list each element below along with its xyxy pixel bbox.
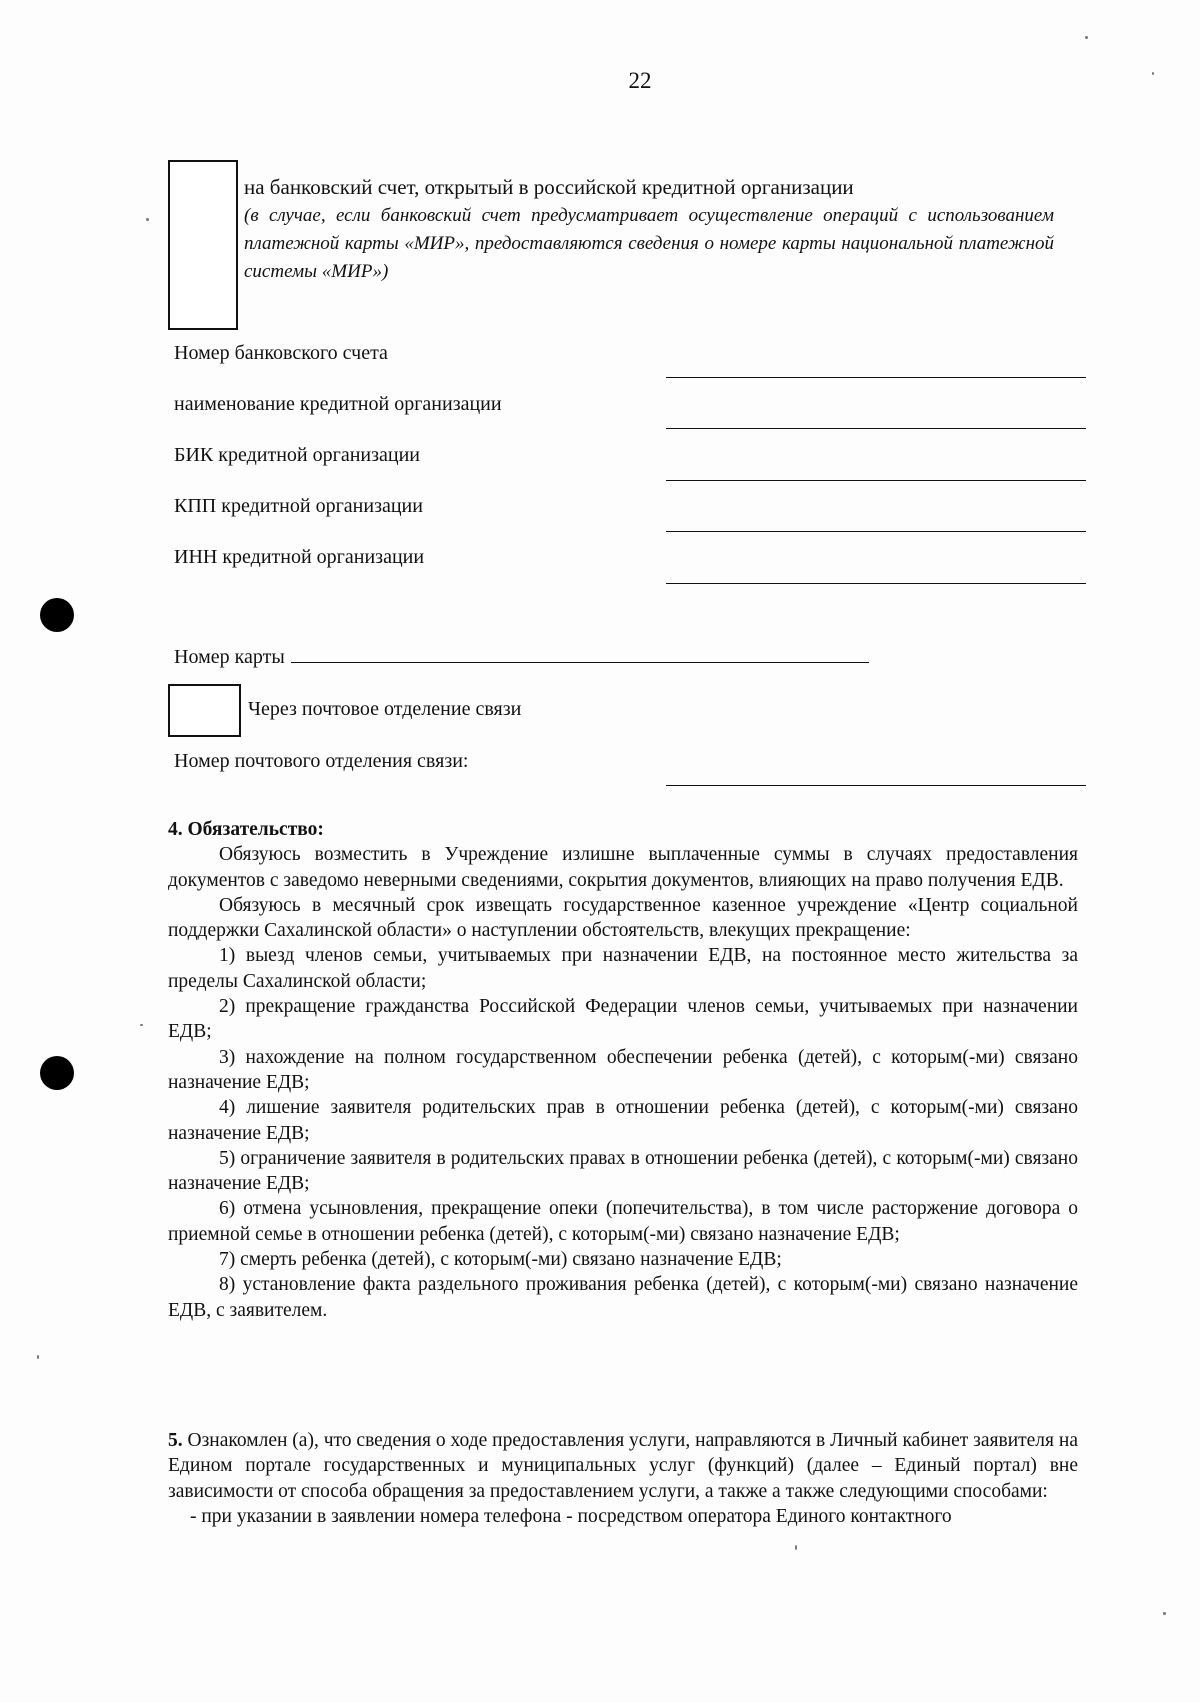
post-office-option-label: Через почтовое отделение связи bbox=[248, 698, 522, 720]
termination-item: 1) выезд членов семьи, учитываемых при назначении ЕДВ, на постоянное место жительства за пределы Сахалинской области; bbox=[168, 945, 1078, 992]
scan-speck bbox=[1163, 1612, 1166, 1615]
obligation-paragraph-1: Обязуюсь возместить в Учреждение излишне выплаченные суммы в случаях предоставления документов с заведомо неверными сведениями, сокрытия документов, влияющих на право получения ЕДВ. bbox=[168, 844, 1078, 891]
page-number: 22 bbox=[628, 68, 652, 93]
section-5-number: 5. bbox=[168, 1430, 183, 1451]
termination-item: 8) установление факта раздельного проживания ребенка (детей), с которым(-ми) связано назначение ЕДВ, с заявителем. bbox=[168, 1274, 1078, 1321]
punch-hole bbox=[40, 598, 74, 632]
credit-org-name-label: наименование кредитной организации bbox=[174, 393, 502, 415]
termination-item: 5) ограничение заявителя в родительских правах в отношении ребенка (детей), с которым(-ми) связано назначение ЕДВ; bbox=[168, 1147, 1078, 1195]
bank-account-number-label: Номер банковского счета bbox=[174, 342, 388, 364]
scan-speck bbox=[140, 1024, 143, 1026]
card-number-label: Номер карты bbox=[174, 646, 285, 668]
scan-speck bbox=[795, 1545, 797, 1550]
post-office-number-field[interactable] bbox=[666, 785, 1086, 786]
bik-label: БИК кредитной организации bbox=[174, 444, 420, 466]
section-5-text: Ознакомлен (а), что сведения о ходе предоставления услуги, направляются в Личный кабинет заявителя на Едином портале государственных и муниципальных услуг (функций) (далее – Единый портал) вне зависимости от способа обращения за предоставлением услуги, а также а также следующими способами: bbox=[168, 1430, 1078, 1502]
kpp-label: КПП кредитной организации bbox=[174, 495, 423, 517]
credit-org-name-field[interactable] bbox=[666, 428, 1086, 429]
scan-speck bbox=[1152, 72, 1154, 75]
scan-speck bbox=[146, 218, 149, 221]
section-4-title: 4. Обязательство: bbox=[168, 819, 324, 840]
card-number-row bbox=[174, 646, 869, 669]
card-number-field[interactable] bbox=[291, 662, 869, 663]
notification-method-item: - при указании в заявлении номера телефона - посредством оператора Единого контактного bbox=[190, 1505, 952, 1527]
post-office-number-label: Номер почтового отделения связи: bbox=[174, 750, 469, 772]
post-office-checkbox[interactable] bbox=[168, 684, 241, 737]
bank-account-checkbox[interactable] bbox=[168, 160, 238, 330]
scan-speck bbox=[1085, 36, 1088, 39]
termination-item: 7) смерть ребенка (детей), с которым(-ми) связано назначение ЕДВ; bbox=[219, 1249, 782, 1271]
inn-label: ИНН кредитной организации bbox=[174, 546, 425, 568]
bank-option-heading: на банковский счет, открытый в российской кредитной организации bbox=[244, 175, 854, 199]
obligation-paragraph-2: Обязуюсь в месячный срок извещать государственное казенное учреждение «Центр социальной поддержки Сахалинской области» о наступлении обстоятельств, влекущих прекращение: bbox=[168, 894, 1078, 942]
section-5 bbox=[168, 1428, 1078, 1529]
termination-item: 4) лишение заявителя родительских прав в отношении ребенка (детей), с которым(-ми) связано назначение ЕДВ; bbox=[168, 1097, 1078, 1144]
bank-option-note: (в случае, если банковский счет предусматривает осуществление операций с использованием платежной карты «МИР», предоставляются сведения о номере карты национальной платежной системы «МИР») bbox=[244, 205, 1054, 282]
section-4 bbox=[168, 817, 1078, 1323]
bik-field[interactable] bbox=[666, 480, 1086, 481]
termination-item: 2) прекращение гражданства Российской Федерации членов семьи, учитываемых при назначении ЕДВ; bbox=[168, 996, 1078, 1043]
termination-item: 6) отмена усыновления, прекращение опеки (попечительства), в том числе расторжение договора о приемной семье в отношении ребенка (детей), с которым(-ми) связано назначение ЕДВ; bbox=[168, 1198, 1078, 1245]
punch-hole bbox=[40, 1056, 74, 1090]
termination-item: 3) нахождение на полном государственном обеспечении ребенка (детей), с которым(-ми) связано назначение ЕДВ; bbox=[168, 1046, 1078, 1093]
bank-option-description bbox=[244, 172, 1054, 286]
kpp-field[interactable] bbox=[666, 531, 1086, 532]
scan-speck bbox=[37, 1355, 39, 1359]
bank-account-number-field[interactable] bbox=[666, 377, 1086, 378]
inn-field[interactable] bbox=[666, 583, 1086, 584]
